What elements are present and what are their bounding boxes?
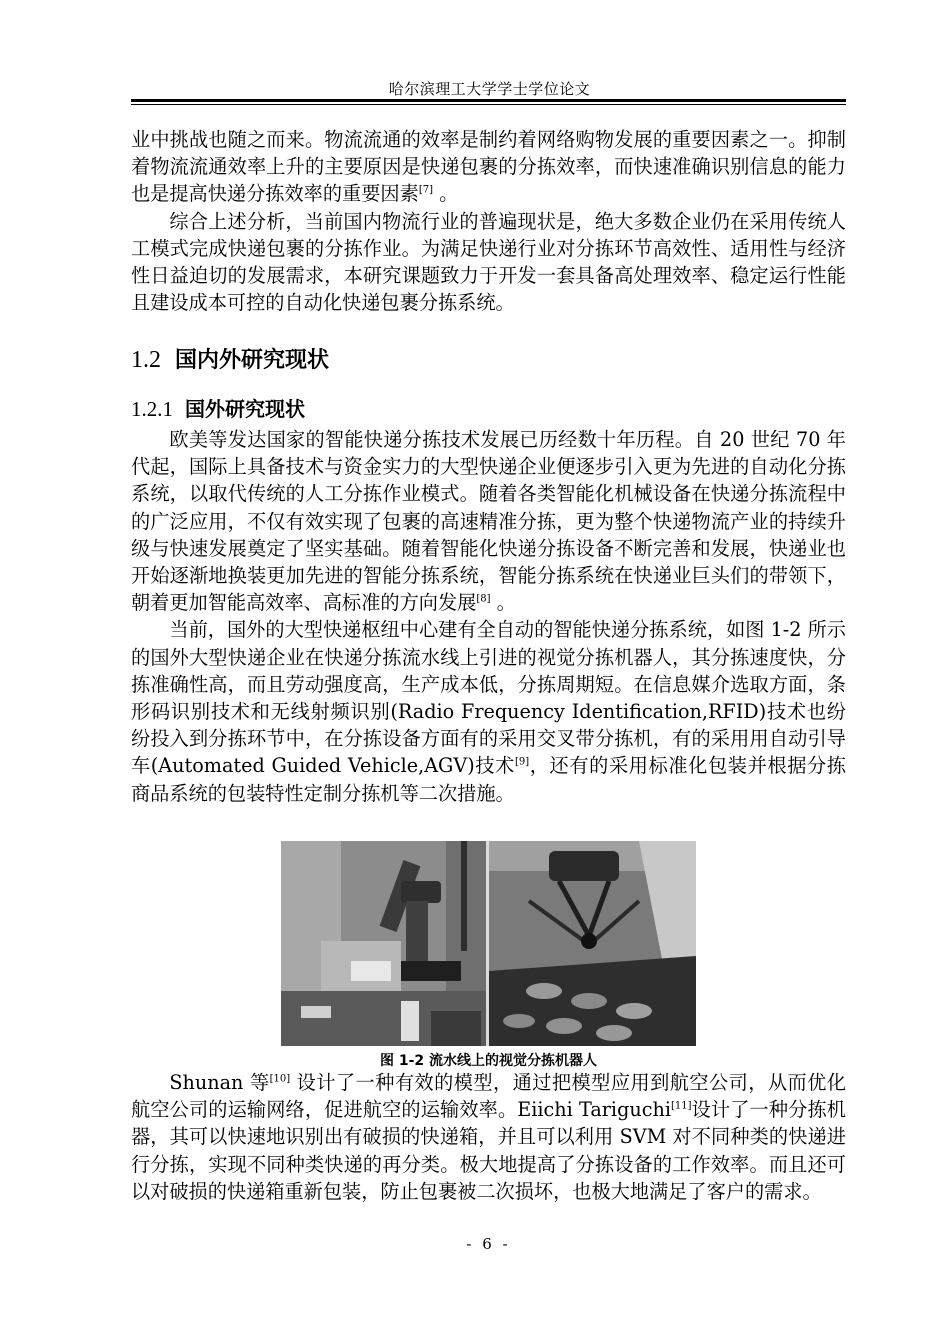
subsection-number: 1.2.1	[131, 397, 173, 421]
citation-7: [7]	[418, 185, 433, 197]
body-bottom	[131, 1069, 846, 1205]
citation-9: [9]	[514, 757, 530, 769]
paragraph-4: 当前，国外的大型快递枢纽中心建有全自动的智能快递分拣系统，如图 1-2 所示的国外大型快递企业在快递分拣流水线上引进的视觉分拣机器人，其分拣速度快，分拣准确性高，而且劳动强度高，生产成本低，分拣周期短。在信息媒介选取方面，条形码识别技术和无线射频识别(Radio Frequency Identification,RFID)技术也纷纷投入到分拣环节中，在分拣设备方面有的采用交叉带分拣机，有的采用用自动引导车(Automated Guided Vehicle,AGV)技术[9]，还有的采用标准化包装并根据分拣商品系统的包装特性定制分拣机等二次措施。	[131, 618, 846, 805]
paragraph-1: 业中挑战也随之而来。物流流通的效率是制约着网络购物发展的重要因素之一。抑制着物流流通效率上升的主要原因是快递包裹的分拣效率，而快速准确识别信息的能力也是提高快递分拣效率的重要因素[7] 。	[131, 128, 846, 206]
figure-caption: 图 1-2 流水线上的视觉分拣机器人	[379, 1053, 598, 1069]
figure-photo-left	[281, 841, 486, 1046]
section-number: 1.2	[131, 347, 161, 373]
delta-robot-illustration	[489, 841, 696, 1046]
subsection-title: 国外研究现状	[185, 397, 305, 421]
robot-arm-illustration	[281, 841, 486, 1046]
subsection-heading	[131, 393, 305, 422]
section-title: 国内外研究现状	[175, 348, 330, 373]
page-number: - 6 -	[466, 1235, 511, 1253]
paragraph-3: 欧美等发达国家的智能快递分拣技术发展已历经数十年历程。自 20 世纪 70 年代起，国际上具备技术与资金实力的大型快递企业便逐步引入更为先进的自动化分拣系统，以取代传统的人工分拣作业模式。随着各类智能化机械设备在快递分拣流程中的广泛应用，不仅有效实现了包裹的高速精准分拣，更为整个快递物流产业的持续升级与快速发展奠定了坚实基础。随着智能化快递分拣设备不断完善和发展，快递业也开始逐渐地换装更加先进的智能分拣系统，智能分拣系统在快递业巨头们的带领下，朝着更加智能高效率、高标准的方向发展[8] 。	[131, 428, 846, 615]
figure-robot-photo	[281, 841, 696, 1046]
section-heading	[131, 343, 329, 374]
paragraph-5: Shunan 等[10] 设计了一种有效的模型，通过把模型应用到航空公司，从而优化航空公司的运输网络，促进航空的运输效率。Eiichi Tariguchi[11]设计了一种分拣机器，其可以快速地识别出有破损的快递箱，并且可以利用 SVM 对不同种类的快递进行分拣，实现不同种类快递的再分类。极大地提高了分拣设备的工作效率。而且还可以对破损的快递箱重新包装，防止包裹被二次损坏，也极大地满足了客户的需求。	[131, 1071, 846, 1203]
header-rule-thin	[131, 104, 846, 105]
figure-photo-right	[489, 841, 696, 1046]
paragraph-2: 综合上述分析，当前国内物流行业的普遍现状是，绝大多数企业仍在采用传统人工模式完成快递包裹的分拣作业。为满足快递行业对分拣环节高效性、适用性与经济性日益迫切的发展需求，本研究课题致力于开发一套具备高处理效率、稳定运行性能且建设成本可控的自动化快递包裹分拣系统。	[131, 209, 846, 315]
body-mid	[131, 426, 846, 807]
citation-11: [11]	[670, 1100, 692, 1112]
citation-8: [8]	[476, 593, 491, 605]
header-rule-thick	[131, 99, 846, 102]
body-top	[131, 126, 846, 316]
citation-10: [10]	[269, 1073, 291, 1085]
running-header: 哈尔滨理工大学学士学位论文	[388, 80, 591, 98]
